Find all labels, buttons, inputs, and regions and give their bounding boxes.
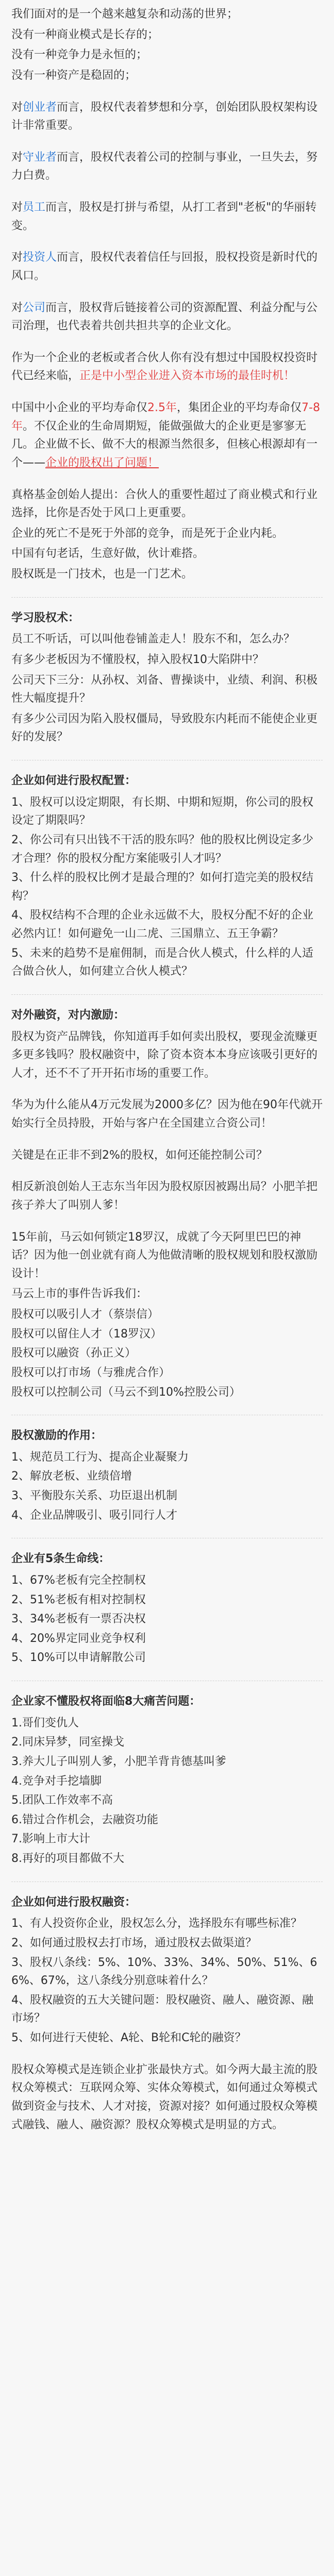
financing-line: 股权为资产品牌钱，你知道再手如何卖出股权，要现金流赚更多更多钱吗？股权融资中，除了资本资本本身应该吸引更好的人才，还不不了开开拓市场的重要工作。 <box>11 1030 318 1080</box>
stakeholder-creator <box>11 98 323 135</box>
list-item: 2、你公司有只出钱不干活的股东吗？他的股权比例设定多少才合理？你的股权分配方案能吸引人才吗？ <box>11 833 313 865</box>
list-item: 股权可以打市场（与雅虎合作） <box>11 1366 171 1379</box>
list-item: 1.哥们变仇人 <box>11 1716 79 1730</box>
stakeholder-pre: 对 <box>11 150 23 164</box>
lifelines-section <box>11 1550 323 1667</box>
section-title: 股权激励的作用： <box>11 1429 103 1443</box>
stakeholder-who: 守业者 <box>23 150 57 164</box>
financing-line: 相反新浪创始人王志东当年因为股权原因被踢出局？小肥羊把孩子养大了叫别人爹！ <box>11 1180 318 1212</box>
list-item: 5、10%可以申请解散公司 <box>11 1651 146 1665</box>
fifteen-lead: 马云上市的事件告诉我们： <box>11 1287 148 1301</box>
intro-section <box>11 5 323 85</box>
stakeholder-keeper <box>11 148 323 185</box>
list-item: 股权可以控制公司（马云不到10%控股公司） <box>11 1385 241 1399</box>
list-item: 4.竞争对手挖墙脚 <box>11 1774 102 1788</box>
section-title: 企业家不懂股权将面临8大痛苦问题： <box>11 1695 201 1708</box>
fifteen-section <box>11 1228 323 1402</box>
config-section <box>11 772 323 981</box>
fund-line: 真格基金创始人提出：合伙人的重要性超过了商业模式和行业选择，比你是否处于风口上更重要。 <box>11 488 318 520</box>
fund-line: 企业的死亡不是死于外部的竞争，而是死于企业内耗。 <box>11 527 284 540</box>
incentive-section <box>11 1427 323 1524</box>
intro-line: 没有一种资产是稳固的； <box>11 69 137 82</box>
equity-financing-section <box>11 1893 323 2047</box>
era-section <box>11 349 323 385</box>
list-item: 1、规范员工行为、提高企业凝聚力 <box>11 1450 189 1464</box>
pains-section <box>11 1692 323 1868</box>
lifespan-years-group: 7-8年 <box>11 401 320 433</box>
lifespan-text: 中国中小企业的平均寿命仅 <box>11 401 148 414</box>
fund-section <box>11 486 323 584</box>
list-item: 1、股权可以设定期限，有长期、中期和短期，你公司的股权设定了期限吗？ <box>11 795 313 827</box>
stakeholder-employee <box>11 198 323 235</box>
list-item: 股权可以吸引人才（蔡崇信） <box>11 1308 159 1321</box>
study-line: 公司天下三分：从孙权、刘备、曹操谈中，业绩、利润、积极性大幅度提升？ <box>11 673 318 705</box>
divider <box>11 994 323 995</box>
list-item: 2、解放老板、业绩倍增 <box>11 1470 132 1483</box>
financing-line: 华为为什么能从4万元发展为2000多亿？因为他在90年代就开始实行全员持股，开始与客户在全国建立合资公司！ <box>11 1098 323 1130</box>
stakeholder-post: 而言，股权是打拼与希望，从打工者到"老板"的华丽转变。 <box>11 201 317 232</box>
list-item: 4、股权融资的五大关键问题：股权融资、融人、融资源、融市场？ <box>11 1993 313 2025</box>
stakeholder-who: 员工 <box>23 201 46 214</box>
list-item: 5.团队工作效率不高 <box>11 1794 113 1807</box>
stakeholder-who: 创业者 <box>23 100 57 114</box>
list-item: 2.同床异梦，同室操戈 <box>11 1736 124 1749</box>
list-item: 5、如何进行天使轮、A轮、B轮和C轮的融资？ <box>11 2031 246 2044</box>
study-line: 有多少老板因为不懂股权，掉入股权10大陷阱中？ <box>11 653 264 666</box>
fifteen-text: 15年前，马云如何锁定18罗汉，成就了今天阿里巴巴的神话？因为他一创业就有商人为他做清晰的股权规划和股权激励设计！ <box>11 1230 318 1280</box>
stakeholder-post: 而言，股权代表着公司的控制与事业，一旦失去，努力白费。 <box>11 150 318 182</box>
study-section <box>11 609 323 747</box>
list-item: 2、51%老板有相对控制权 <box>11 1593 146 1606</box>
intro-line: 没有一种竞争力是永恒的； <box>11 48 148 62</box>
lifespan-years-sme: 2.5年 <box>147 401 177 414</box>
fund-line: 中国有句老话，生意好做，伙计难搭。 <box>11 547 205 561</box>
section-title: 学习股权术： <box>11 611 80 624</box>
lifespan-highlight: 企业的股权出了问题！ <box>45 456 159 469</box>
list-item: 2、如何通过股权去打市场，通过股权去做渠道？ <box>11 1936 257 1950</box>
lifespan-text: ，集团企业的平均寿命仅 <box>177 401 302 414</box>
list-item: 1、有人投资你企业，股权怎么分，选择股东有哪些标准？ <box>11 1917 302 1930</box>
list-item: 4、企业品牌吸引、吸引同行人才 <box>11 1509 177 1522</box>
stakeholder-who: 投资人 <box>23 251 57 264</box>
section-title: 对外融资，对内激励： <box>11 1008 125 1022</box>
list-item: 3、什么样的股权比例才是最合理的？如何打造完美的股权结构？ <box>11 871 313 903</box>
stakeholder-pre: 对 <box>11 100 23 114</box>
list-item: 8.再好的项目都做不大 <box>11 1852 124 1865</box>
list-item: 4、20%界定同业竞争权利 <box>11 1632 146 1645</box>
divider <box>11 597 323 598</box>
study-line: 员工不听话，可以叫他卷铺盖走人！股东不和，怎么办？ <box>11 633 295 646</box>
stakeholder-post: 而言，股权代表着信任与回报，股权投资是新时代的风口。 <box>11 251 318 282</box>
list-item: 股权可以融资（孙正义） <box>11 1347 137 1360</box>
stakeholder-investor <box>11 248 323 285</box>
list-item: 3.养大儿子叫别人爹，小肥羊背肯德基叫爹 <box>11 1755 226 1768</box>
list-item: 3、股权八条线：5%、10%、33%、34%、50%、51%、66%、67%，这八条线分别意味着什么？ <box>11 1956 318 1988</box>
outro-text: 股权众筹模式是连锁企业扩张最快方式。如今两大最主流的股权众筹模式：互联网众筹、实体众筹模式，如何通过众筹模式做到资金与技术、人才对接，资源对接？如何通过股权众筹模式融钱、融人、融资源？股权众筹模式是明显的方式。 <box>11 2063 318 2131</box>
study-line: 有多少公司因为陷入股权僵局，导致股东内耗而不能使企业更好的发展？ <box>11 712 318 744</box>
list-item: 3、平衡股东关系、功臣退出机制 <box>11 1489 177 1502</box>
stakeholder-pre: 对 <box>11 201 23 214</box>
lifespan-section <box>11 399 323 472</box>
fund-line: 股权既是一门技术，也是一门艺术。 <box>11 568 193 581</box>
list-item: 6.错过合作机会，去融资功能 <box>11 1813 158 1826</box>
section-title: 企业如何进行股权融资： <box>11 1895 137 1909</box>
era-highlight: 正是中小型企业进入资本市场的最佳时机！ <box>79 369 295 383</box>
intro-line: 没有一种商业模式是长存的； <box>11 28 159 41</box>
stakeholder-post: 而言，股权代表着梦想和分享，创始团队股权架构设计非常重要。 <box>11 100 318 132</box>
financing-section <box>11 1006 323 1215</box>
list-item: 7.影响上市大计 <box>11 1833 90 1846</box>
list-item: 1、67%老板有完全控制权 <box>11 1573 146 1587</box>
stakeholder-who: 公司 <box>23 301 46 314</box>
section-title: 企业有5条生命线： <box>11 1552 110 1566</box>
intro-line: 我们面对的是一个越来越复杂和动荡的世界； <box>11 8 239 21</box>
lifespan-text: 。不仅企业的生命周期短，能做强做大的企业更是寥寥无几。企业做不长、做不大的根源当然很多，但核心根源却有一个—— <box>11 419 318 469</box>
section-title: 企业如何进行股权配置： <box>11 774 137 787</box>
stakeholder-company <box>11 299 323 335</box>
list-item: 4、股权结构不合理的企业永远做不大，股权分配不好的企业必然内讧！如何避免一山二虎、三国鼎立、五王争霸？ <box>11 909 313 940</box>
list-item: 5、未来的趋势不是雇佣制，而是合伙人模式，什么样的人适合做合伙人，如何建立合伙人模式？ <box>11 946 313 978</box>
stakeholder-post: 而言，股权背后链接着公司的资源配置、利益分配与公司治理，也代表着共创共担共享的企业文化。 <box>11 301 318 333</box>
stakeholder-pre: 对 <box>11 301 23 314</box>
financing-line: 关键是在正非不到2%的股权，如何还能控制公司？ <box>11 1148 268 1162</box>
outro-section <box>11 2061 323 2134</box>
stakeholder-pre: 对 <box>11 251 23 264</box>
era-text: 作为一个企业的老板或者合伙人你有没有想过中国股权投资时代已经来临， <box>11 351 318 383</box>
list-item: 股权可以留住人才（18罗汉） <box>11 1327 162 1341</box>
list-item: 3、34%老板有一票否决权 <box>11 1613 146 1626</box>
